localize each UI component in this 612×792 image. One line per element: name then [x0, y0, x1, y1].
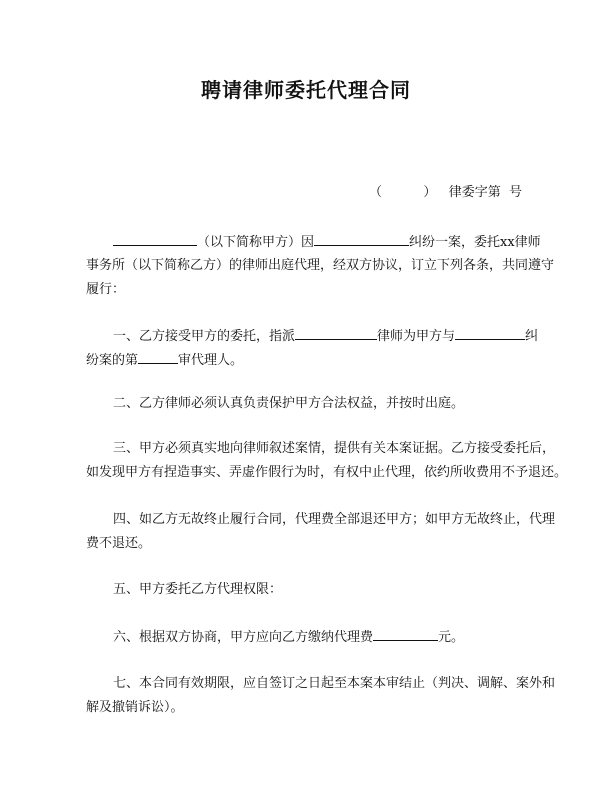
clause-text: 纷案的第 — [86, 353, 139, 368]
clause-7-line-1: 七、本合同有效期限，应自签订之日起至本案本审结止（判决、调解、案外和 — [113, 676, 556, 691]
clause-2: 二、乙方律师必须认真负责保护甲方合法权益，并按时出庭。 — [113, 396, 465, 411]
clause-text: 一、乙方接受甲方的委托，指派 — [113, 329, 296, 344]
clause-4-line-1: 四、如乙方无故终止履行合同，代理费全部退还甲方；如甲方无故终止，代理 — [113, 512, 556, 527]
clause-text: 审代理人。 — [178, 353, 244, 368]
clause-1-line-2 — [86, 350, 522, 370]
intro-text: 纠纷一案，委托xx律师 — [409, 235, 541, 250]
clause-5: 五、甲方委托乙方代理权限： — [113, 582, 283, 597]
intro-line-2: 事务所（以下简称乙方）的律师出庭代理，经双方协议，订立下列各条，共同遵守 — [86, 258, 555, 273]
page-title: 聘请律师委托代理合同 — [201, 78, 411, 102]
dispute-blank[interactable] — [314, 232, 409, 246]
clause-text: 纠 — [525, 329, 539, 344]
opponent-blank[interactable] — [455, 326, 525, 340]
clause-1-line-1 — [113, 326, 539, 346]
clause-text: 六、根据双方协商，甲方应向乙方缴纳代理费 — [113, 630, 374, 645]
fee-blank[interactable] — [373, 627, 438, 641]
clause-3-line-1: 三、甲方必须真实地向律师叙述案情，提供有关本案证据。乙方接受委托后， — [113, 441, 556, 456]
clause-text: 元。 — [438, 630, 465, 645]
clause-6 — [113, 627, 522, 647]
reference-number: （ ） 律委字第 号 — [369, 185, 522, 200]
clause-text: 律师为甲方与 — [377, 329, 456, 344]
party-a-blank[interactable] — [113, 232, 197, 246]
instance-blank[interactable] — [138, 350, 178, 364]
clause-4-line-2: 费不退还。 — [86, 536, 152, 551]
intro-text: （以下简称甲方）因 — [197, 235, 315, 250]
intro-line-3: 履行： — [86, 282, 126, 297]
clause-7-line-2: 解及撤销诉讼）。 — [86, 700, 184, 715]
intro-line-1 — [113, 232, 541, 252]
clause-3-line-2: 如发现甲方有捏造事实、弄虚作假行为时，有权中止代理，依约所收费用不予退还。 — [86, 465, 568, 480]
lawyer-blank[interactable] — [295, 326, 377, 340]
